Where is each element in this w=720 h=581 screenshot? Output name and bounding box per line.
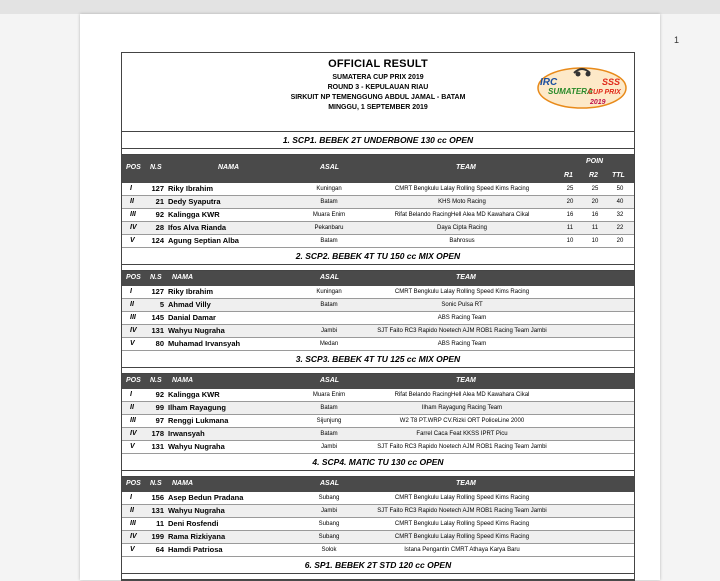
col-team: TEAM — [456, 274, 476, 281]
section-4-title: 4. SCP4. MATIC TU 130 cc OPEN — [122, 454, 634, 471]
col-team: TEAM — [456, 164, 476, 171]
section-3-rows — [122, 389, 634, 454]
col-ttl: TTL — [612, 172, 625, 179]
table-row: I 156 Asep Bedun Pradana Subang CMRT Bengkulu Lalay Rolling Speed Kims Racing — [122, 492, 634, 505]
table-row: V 124 Agung Septian Alba Batam Bahrosus 10 10 20 — [122, 235, 634, 248]
section-3-title: 3. SCP3. BEBEK 4T TU 125 cc MIX OPEN — [122, 351, 634, 368]
col-team: TEAM — [456, 377, 476, 384]
col-nama: NAMA — [218, 164, 239, 171]
col-asal: ASAL — [320, 164, 340, 171]
result-sheet — [121, 52, 635, 581]
col-pos: POS — [126, 480, 141, 487]
col-ns: N.S — [150, 274, 162, 281]
event-round: ROUND 3 - KEPULAUAN RIAU — [327, 84, 429, 91]
table-row: III 11 Deni Rosfendi Subang CMRT Bengkulu Lalay Rolling Speed Kims Racing — [122, 518, 634, 531]
document-page — [80, 14, 660, 580]
section-5-title: 6. SP1. BEBEK 2T STD 120 cc OPEN — [122, 557, 634, 574]
col-team: TEAM — [456, 480, 476, 487]
svg-text:SSS: SSS — [602, 77, 621, 87]
svg-text:SUMATERA: SUMATERA — [548, 87, 593, 96]
col-ns: N.S — [150, 164, 162, 171]
col-ns: N.S — [150, 377, 162, 384]
col-asal: ASAL — [320, 480, 340, 487]
col-poin: POIN — [586, 158, 604, 165]
col-ns: N.S — [150, 480, 162, 487]
table-row: V 131 Wahyu Nugraha Jambi SJT Faito RC3 Rapido Noetech AJM ROB1 Racing Team Jambi — [122, 441, 634, 454]
event-name: SUMATERA CUP PRIX 2019 — [332, 74, 424, 81]
section-4-table-header — [122, 477, 634, 492]
col-nama: NAMA — [172, 274, 193, 281]
table-row: V 64 Hamdi Patriosa Solok Istana Pengantin CMRT Athaya Karya Baru — [122, 544, 634, 557]
col-asal: ASAL — [320, 274, 340, 281]
svg-text:2019: 2019 — [590, 99, 606, 106]
event-date: MINGGU, 1 SEPTEMBER 2019 — [328, 104, 428, 111]
event-circuit: SIRKUIT NP TEMENGGUNG ABDUL JAMAL - BATAM — [290, 94, 466, 101]
table-row: I 127 Riky Ibrahim Kuningan CMRT Bengkulu Lalay Rolling Speed Kims Racing — [122, 286, 634, 299]
col-pos: POS — [126, 164, 141, 171]
document-title: OFFICIAL RESULT — [328, 58, 428, 70]
table-row: I 92 Kalingga KWR Muara Enim Rifat Belando RacingHell Alea MD Kawahara Cikal — [122, 389, 634, 402]
table-row: II 131 Wahyu Nugraha Jambi SJT Faito RC3 Rapido Noetech AJM ROB1 Racing Team Jambi — [122, 505, 634, 518]
col-r1: R1 — [564, 172, 573, 179]
col-pos: POS — [126, 377, 141, 384]
svg-text:IRC: IRC — [540, 77, 558, 88]
table-row: IV 178 Irwansyah Batam Farrel Caca Feat KKSS IPRT Picu — [122, 428, 634, 441]
col-r2: R2 — [589, 172, 598, 179]
section-3-table-header — [122, 374, 634, 389]
section-4-rows — [122, 492, 634, 557]
table-row: III 97 Renggi Lukmana Sijunjung W2 T8 PT.WRP CV.Rizki ORT PoliceLine 2000 — [122, 415, 634, 428]
viewer-top-bar — [0, 0, 720, 14]
section-1-rows — [122, 183, 634, 248]
section-2-table-header — [122, 271, 634, 286]
page-number: 1 — [674, 35, 680, 45]
table-row: I 127 Riky Ibrahim Kuningan CMRT Bengkulu Lalay Rolling Speed Kims Racing 25 25 50 — [122, 183, 634, 196]
table-row: II 99 Ilham Rayagung Batam Ilham Rayagung Racing Team — [122, 402, 634, 415]
table-row: IV 28 Ifos Alva Rianda Pekanbaru Daya Cipta Racing 11 11 22 — [122, 222, 634, 235]
table-row: IV 131 Wahyu Nugraha Jambi SJT Faito RC3 Rapido Noetech AJM ROB1 Racing Team Jambi — [122, 325, 634, 338]
section-1-title: 1. SCP1. BEBEK 2T UNDERBONE 130 cc OPEN — [122, 132, 634, 149]
table-row: III 145 Danial Damar ABS Racing Team — [122, 312, 634, 325]
table-row: II 21 Dedy Syaputra Batam KHS Moto Racing 20 20 40 — [122, 196, 634, 209]
col-nama: NAMA — [172, 377, 193, 384]
result-header — [122, 53, 634, 132]
svg-text:CUP PRIX: CUP PRIX — [588, 89, 621, 96]
col-asal: ASAL — [320, 377, 340, 384]
section-1-table-header — [122, 155, 634, 183]
table-row: IV 199 Rama Rizkiyana Subang CMRT Bengkulu Lalay Rolling Speed Kims Racing — [122, 531, 634, 544]
event-logo — [534, 63, 630, 113]
section-2-rows — [122, 286, 634, 351]
section-2-title: 2. SCP2. BEBEK 4T TU 150 cc MIX OPEN — [122, 248, 634, 265]
table-row: II 5 Ahmad Villy Batam Sonic Pulsa RT — [122, 299, 634, 312]
table-row: III 92 Kalingga KWR Muara Enim Rifat Belando RacingHell Alea MD Kawahara Cikal 16 16 32 — [122, 209, 634, 222]
table-row: V 80 Muhamad Irvansyah Medan ABS Racing Team — [122, 338, 634, 351]
col-nama: NAMA — [172, 480, 193, 487]
col-pos: POS — [126, 274, 141, 281]
